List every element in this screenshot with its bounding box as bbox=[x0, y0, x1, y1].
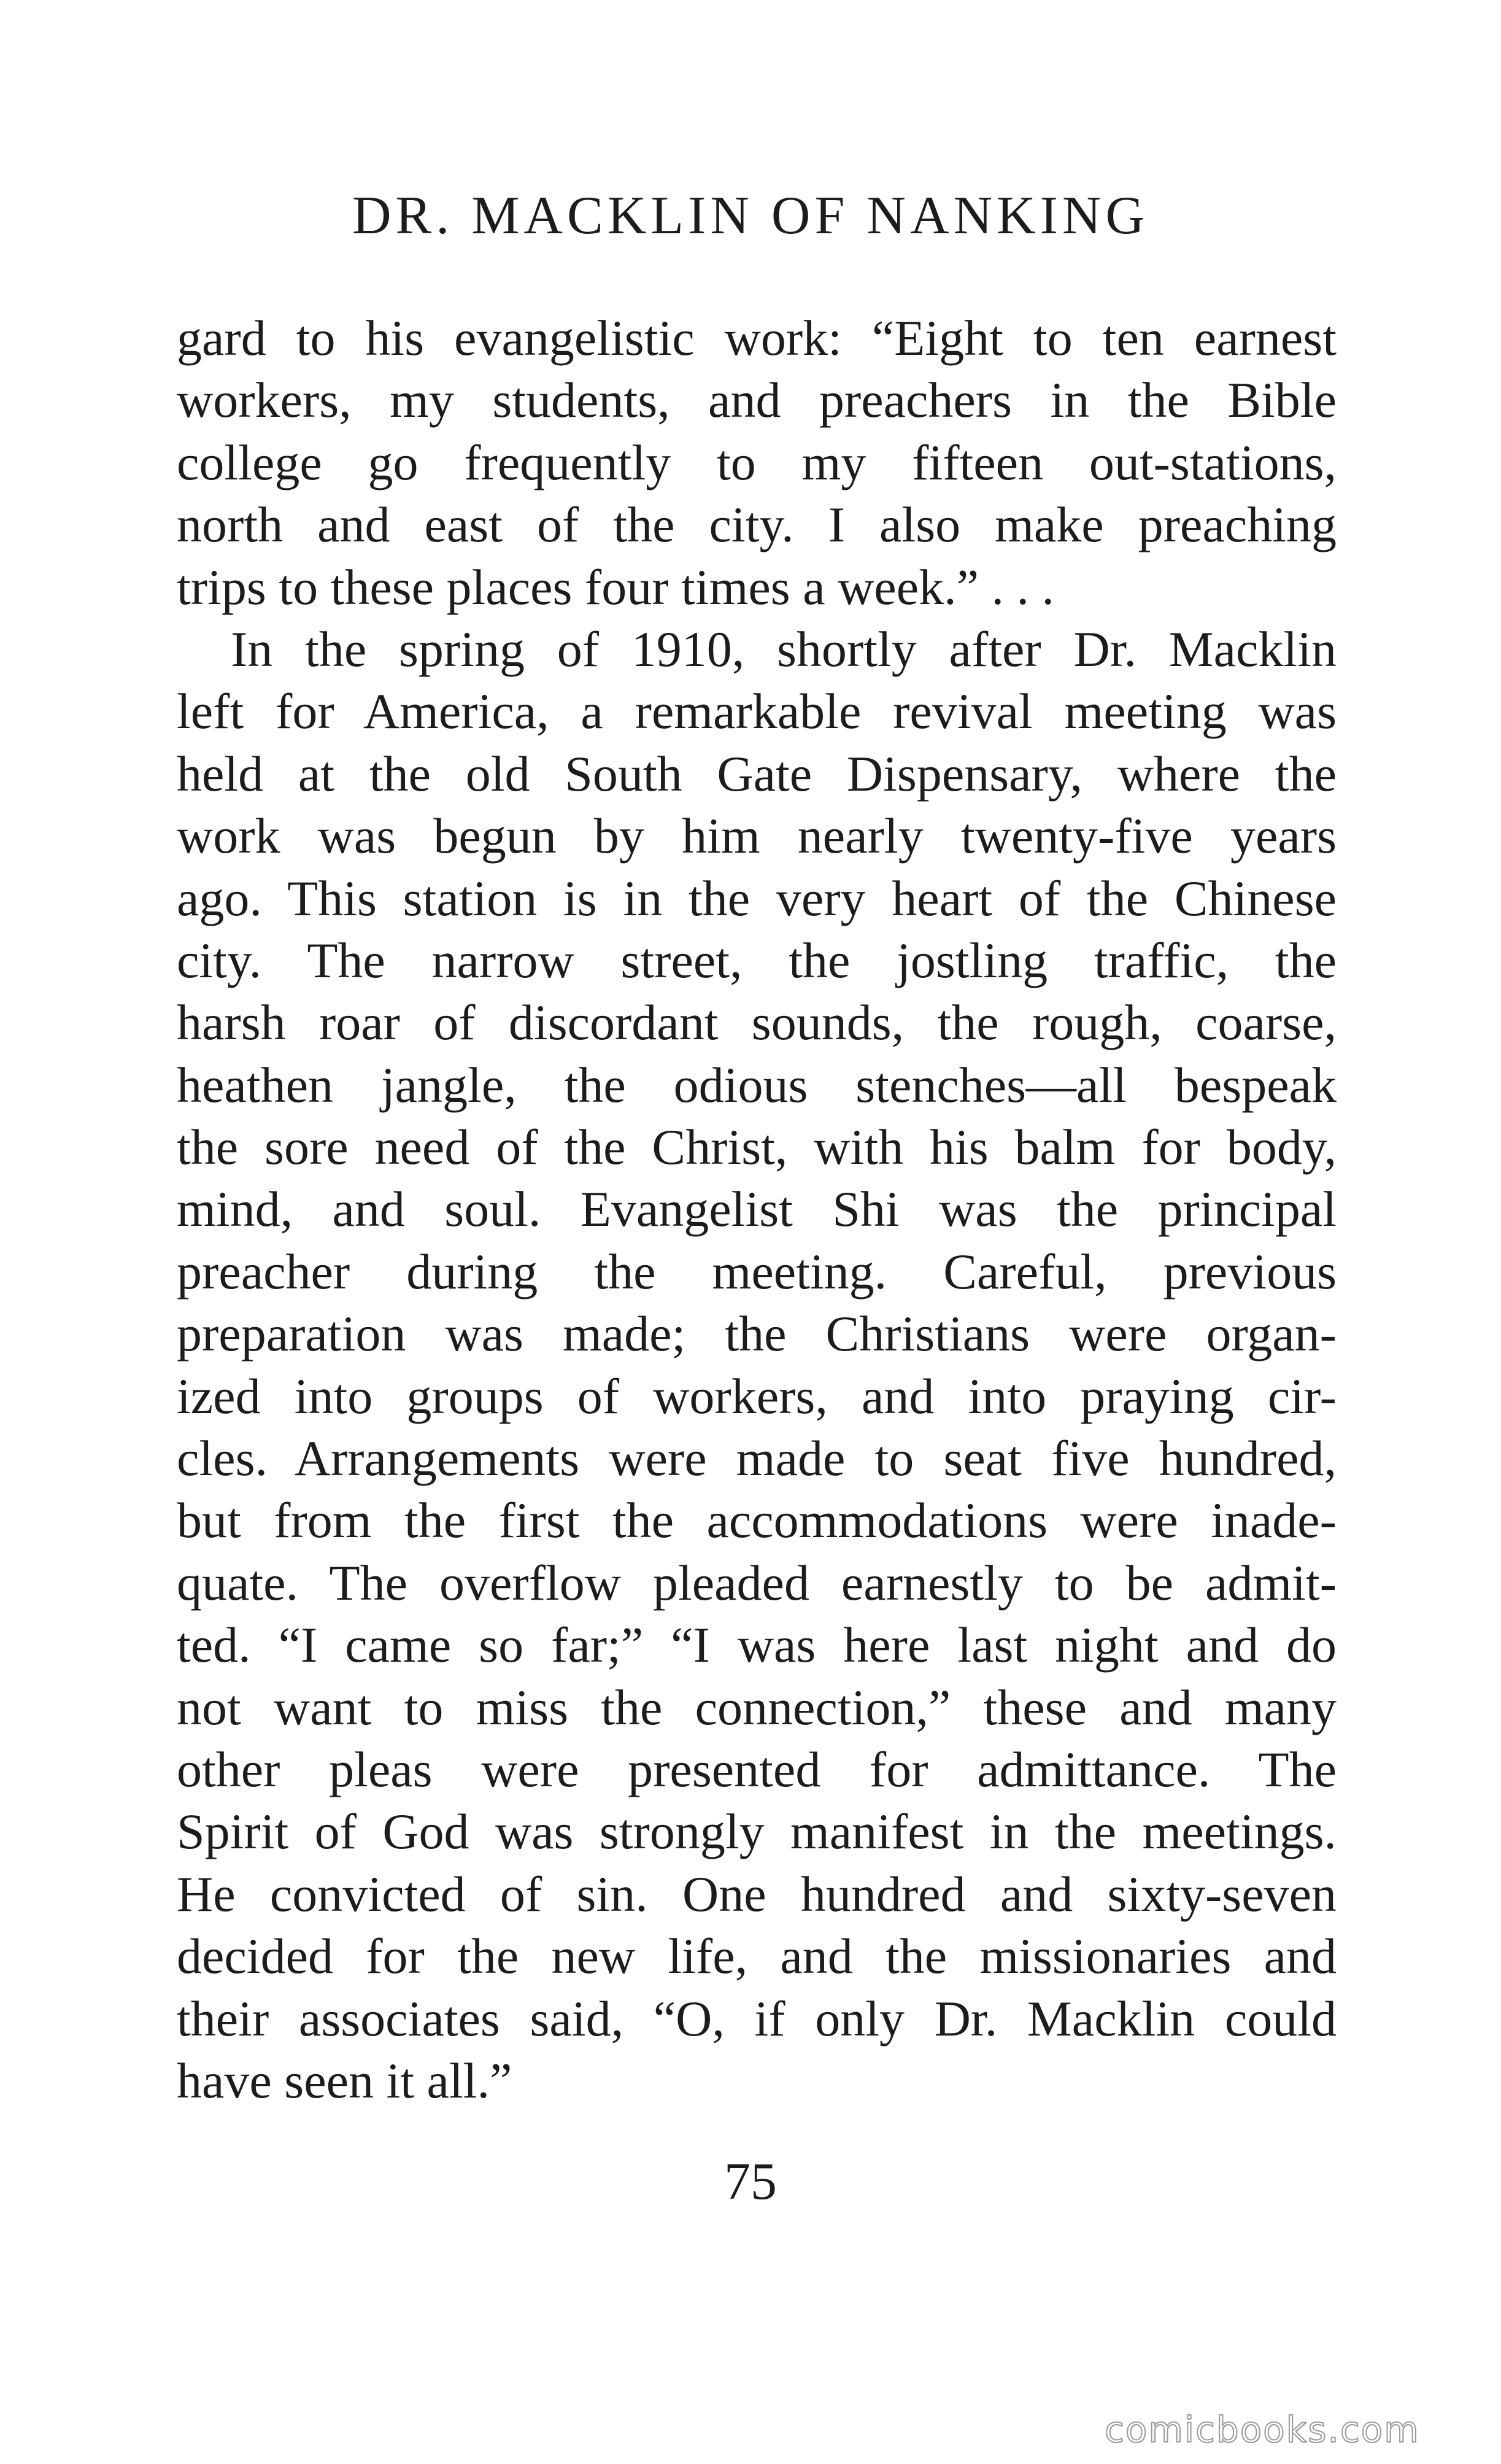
text-line: mind, and soul. Evangelist Shi was the principal bbox=[177, 1181, 1337, 1238]
text-line: north and east of the city. I also make preaching bbox=[177, 497, 1337, 553]
text-line: preparation was made; the Christians were organ- bbox=[177, 1306, 1337, 1362]
text-line: heathen jangle, the odious stenches—all bespeak bbox=[177, 1056, 1337, 1113]
text-line: the sore need of the Christ, with his balm for body, bbox=[177, 1119, 1337, 1176]
text-line: ized into groups of workers, and into praying cir- bbox=[177, 1368, 1337, 1424]
text-line: trips to these places four times a week.” . . . bbox=[177, 559, 1054, 615]
text-line: decided for the new life, and the missionaries and bbox=[177, 1928, 1337, 1985]
body-text bbox=[177, 307, 1337, 2112]
text-line: ted. “I came so far;” “I was here last night and do bbox=[177, 1617, 1337, 1673]
text-line: Spirit of God was strongly manifest in the meetings. bbox=[177, 1803, 1337, 1860]
text-line: not want to miss the connection,” these and many bbox=[177, 1679, 1337, 1735]
text-line: have seen it all.” bbox=[177, 2052, 512, 2109]
text-line: but from the first the accommodations were inade- bbox=[177, 1492, 1337, 1549]
text-line: their associates said, “O, if only Dr. Macklin could bbox=[177, 1990, 1337, 2047]
text-line: held at the old South Gate Dispensary, where the bbox=[177, 745, 1337, 802]
text-line: left for America, a remarkable revival meeting was bbox=[177, 683, 1337, 740]
text-line: workers, my students, and preachers in the Bible bbox=[177, 372, 1337, 428]
text-line: quate. The overflow pleaded earnestly to be admit- bbox=[177, 1554, 1337, 1611]
text-line: preacher during the meeting. Careful, previous bbox=[177, 1243, 1337, 1300]
text-line: work was begun by him nearly twenty-five years bbox=[177, 808, 1337, 864]
page-number: 75 bbox=[724, 2152, 777, 2210]
text-line: gard to his evangelistic work: “Eight to ten earnest bbox=[177, 310, 1337, 366]
paragraph-first-line: In the spring of 1910, shortly after Dr. Macklin bbox=[231, 621, 1337, 677]
text-line: ago. This station is in the very heart of the Chinese bbox=[177, 870, 1337, 926]
text-line: harsh roar of discordant sounds, the rough, coarse, bbox=[177, 994, 1337, 1051]
site-watermark: comicbooks.com bbox=[1105, 2409, 1420, 2450]
text-line: He convicted of sin. One hundred and sixty-seven bbox=[177, 1865, 1337, 1922]
text-line: other pleas were presented for admittance. The bbox=[177, 1741, 1337, 1797]
text-line: cles. Arrangements were made to seat five hundred, bbox=[177, 1430, 1337, 1487]
text-line: college go frequently to my fifteen out-stations, bbox=[177, 434, 1337, 490]
text-line: city. The narrow street, the jostling traffic, the bbox=[177, 932, 1337, 988]
running-header: DR. MACKLIN OF NANKING bbox=[352, 186, 1149, 246]
